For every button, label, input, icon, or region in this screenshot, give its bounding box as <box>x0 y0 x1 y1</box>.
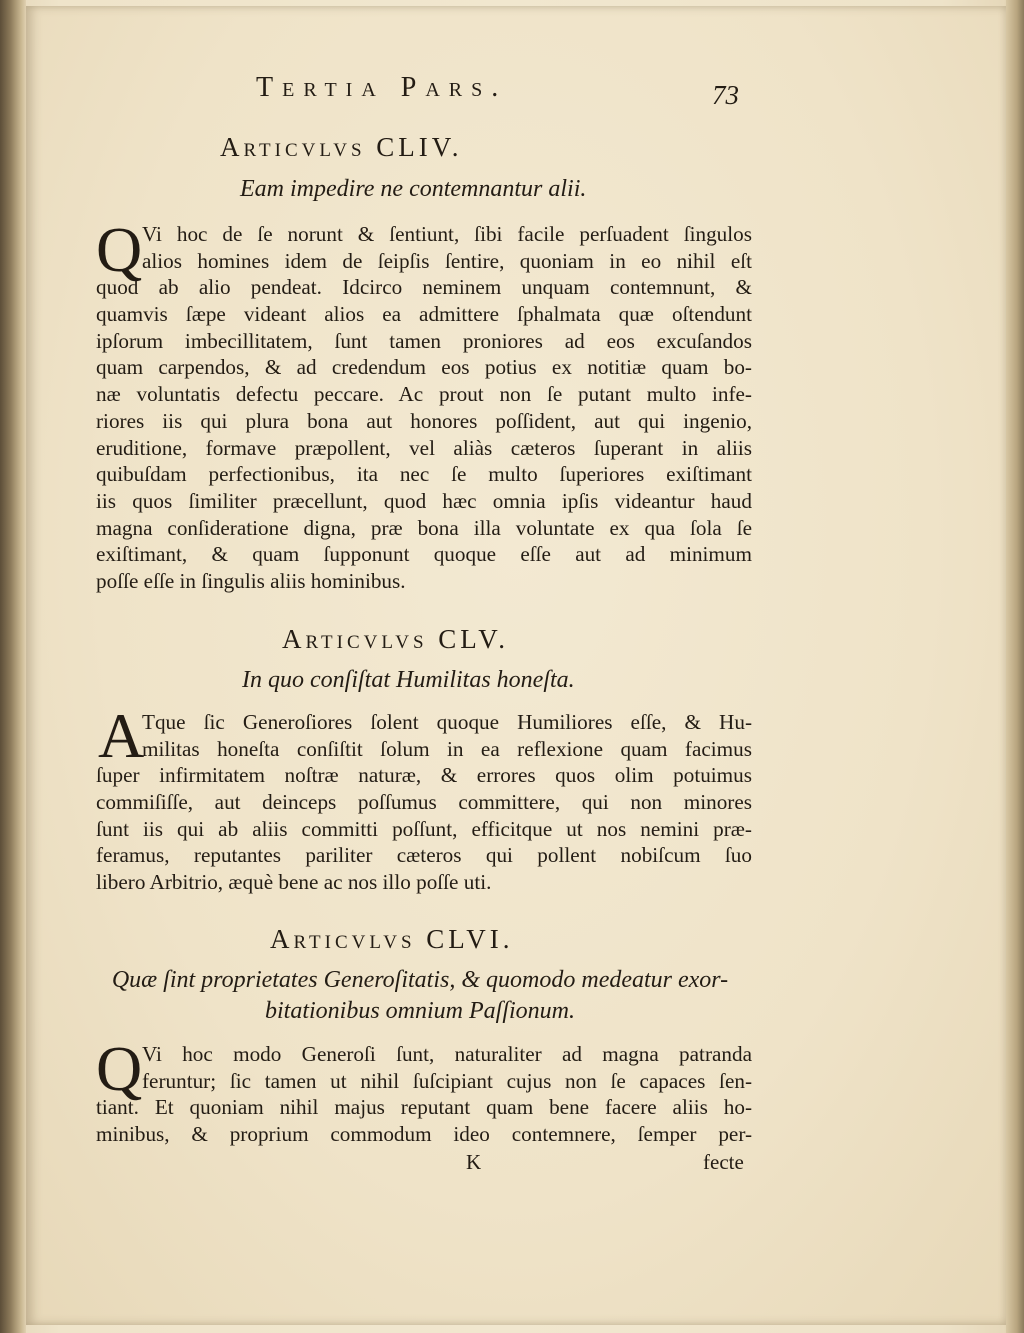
article-subtitle-clv: In quo conſiſtat Humilitas honeſta. <box>242 667 575 693</box>
text-line: poſſe eſſe in ſingulis aliis hominibus. <box>96 568 406 593</box>
text-line: militas honeſta conſiſtit ſolum in ea reflexione quam facimus <box>142 736 752 761</box>
text-line: Vi hoc modo Generoſi ſunt, naturaliter ad magna patranda <box>142 1042 752 1066</box>
text-line: magna conſideratione digna, præ bona illa voluntate ex qua ſola ſe <box>96 515 752 540</box>
text-line: ipſorum imbecillitatem, ſunt tamen proniores ad eos excuſandos <box>96 328 752 353</box>
article-subtitle-cliv: Eam impedire ne contemnantur alii. <box>240 176 587 202</box>
article-heading-cliv: Articvlvs CLIV. <box>220 132 463 162</box>
text-line: ſuper infirmitatem noſtræ naturæ, & errores quos olim potuimus <box>96 763 752 788</box>
text-line: exiſtimant, & quam ſupponunt quoque eſſe aut ad minimum <box>96 542 752 567</box>
text-line: ſunt iis qui ab aliis committi poſſunt, efficitque ut nos nemini præ- <box>96 816 752 841</box>
text-line: libero Arbitrio, æquè bene ac nos illo poſſe uti. <box>96 870 492 895</box>
page-number: 73 <box>712 80 739 110</box>
text-line: minibus, & proprium commodum ideo contemnere, ſemper per- <box>96 1122 752 1147</box>
article-body-clv <box>96 709 752 896</box>
text-line: iis quos ſimiliter præcellunt, quod hæc omnia ipſis videantur haud <box>96 488 752 513</box>
text-line: tiant. Et quoniam nihil majus reputant quam bene facere aliis ho- <box>96 1095 752 1120</box>
running-head: Tertia Pars. <box>256 72 508 103</box>
text-line: alios homines idem de ſeipſis ſentire, quoniam in eo nihil eſt <box>142 248 752 273</box>
text-line: eruditione, formave præpollent, vel aliàs cæteros ſuperant in aliis <box>96 435 752 460</box>
catchword: fecte <box>703 1150 744 1174</box>
text-line: quibuſdam perfectionibus, ita nec ſe multo ſuperiores exiſtimant <box>96 462 752 487</box>
text-line: riores iis qui plura bona aut honores poſſident, aut qui ingenio, <box>96 408 752 433</box>
text-line: feruntur; ſic tamen ut nihil ſuſcipiant cujus non ſe capaces ſen- <box>142 1068 752 1093</box>
article-heading-clv: Articvlvs CLV. <box>282 624 510 654</box>
text-line: Tque ſic Generoſiores ſolent quoque Humiliores eſſe, & Hu- <box>142 710 752 734</box>
drop-cap: Q <box>96 1033 143 1104</box>
drop-cap: Q <box>96 214 143 285</box>
text-line: quam carpendos, & ad credendum eos potius ex notitiæ quam bo- <box>96 355 752 380</box>
text-line: Vi hoc de ſe norunt & ſentiunt, ſibi facile perſuadent ſingulos <box>142 222 752 246</box>
text-line: commiſiſſe, aut deinceps poſſumus committere, qui non minores <box>96 790 752 815</box>
page-edge-right <box>1006 0 1024 1333</box>
text-line: quamvis ſæpe videant alios ea admittere ſphalmata quæ oſtendunt <box>96 302 752 327</box>
article-heading-clvi: Articvlvs CLVI. <box>270 924 514 954</box>
drop-cap: A <box>98 700 145 771</box>
previous-page-edge <box>0 0 26 1333</box>
article-subtitle-clvi-line1: Quæ ſint proprietates Generoſitatis, & quomodo medeatur exor- <box>111 967 729 993</box>
article-body-cliv <box>96 214 752 595</box>
article-body-clvi <box>96 1033 752 1148</box>
text-line: feramus, reputantes pariliter cæteros qui pollent nobiſcum ſuo <box>96 843 752 868</box>
article-subtitle-clvi-line2: bitationibus omnium Paſſionum. <box>264 998 575 1024</box>
text-line: næ voluntatis defectu peccare. Ac prout non ſe putant multo infe- <box>96 382 752 407</box>
text-line: quod ab alio pendeat. Idcirco neminem unquam contemnunt, & <box>96 275 752 300</box>
signature-mark: K <box>466 1150 482 1174</box>
